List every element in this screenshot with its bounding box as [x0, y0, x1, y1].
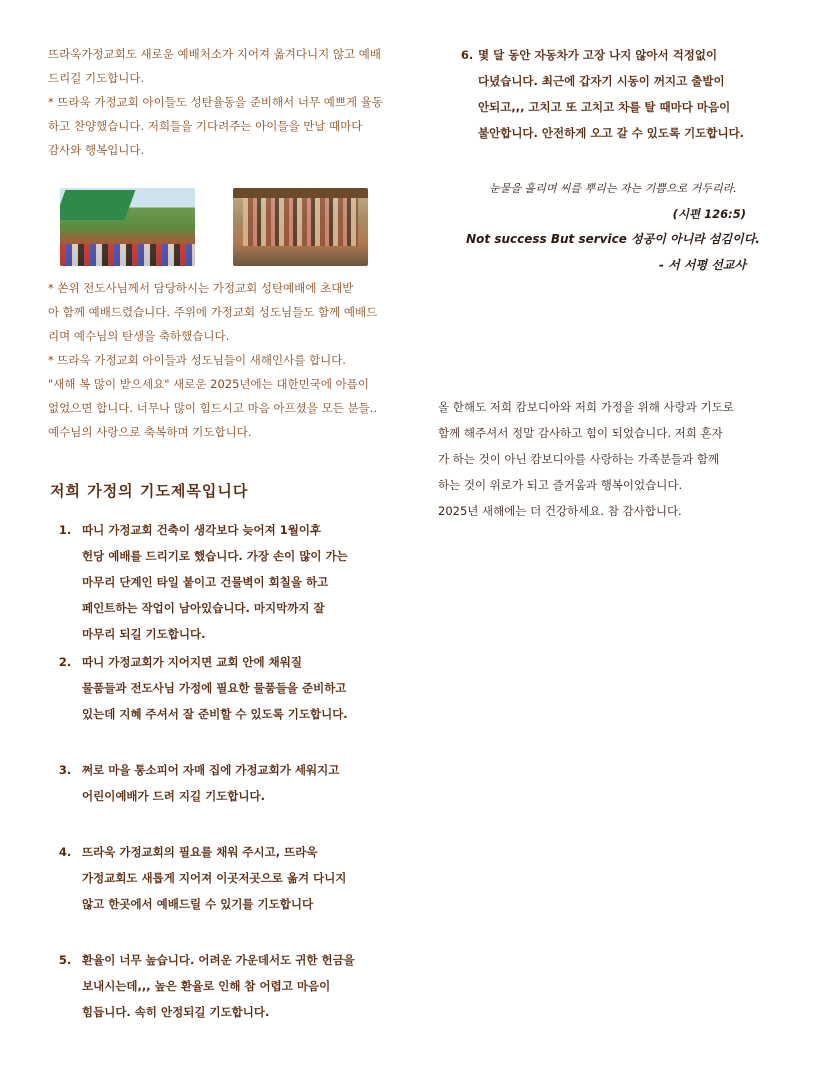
prayer-line: 않고 한곳에서 예배드릴 수 있기를 기도합니다	[82, 897, 314, 911]
bible-verse: 눈물을 흘리며 씨를 뿌리는 자는 기쁨으로 거두리라.	[489, 182, 737, 195]
prayer-item	[48, 839, 408, 917]
prayer-line: 뜨라욱 가정교회의 필요를 채워 주시고, 뜨라욱	[82, 845, 318, 859]
prayer-item	[48, 947, 408, 1025]
intro-text	[48, 42, 408, 162]
caption-line: 리며 예수님의 탄생을 축하했습니다.	[48, 329, 230, 343]
prayer-number: 6.	[460, 48, 474, 62]
thanks-line: 함께 해주셔서 정말 감사하고 힘이 되었습니다. 저희 혼자	[438, 426, 723, 440]
signature: - 서 서평 선교사	[658, 258, 746, 272]
prayer-line: 따니 가정교회 건축이 생각보다 늦어져 1월이후	[82, 523, 322, 537]
prayer-line: 몇 달 동안 자동차가 고장 나지 않아서 걱정없이	[478, 48, 718, 62]
verse-reference: (시편 126:5)	[672, 207, 746, 221]
intro-line: 하고 찬양했습니다. 저희들을 기다려주는 아이들을 만날 때마다	[48, 119, 363, 133]
prayer-item	[48, 649, 408, 727]
caption-line: 예수님의 사랑으로 축복하며 기도합니다.	[48, 425, 252, 439]
intro-line: * 뜨라욱 가정교회 아이들도 성탄율동을 준비해서 너무 예쁘게 율동	[48, 95, 383, 109]
thanks-line: 2025년 새해에는 더 건강하세요. 참 감사합니다.	[438, 504, 682, 518]
prayer-line: 물품들과 전도사님 가정에 필요한 물품들을 준비하고	[82, 681, 347, 695]
caption-line: "새해 복 많이 받으세요" 새로운 2025년에는 대한민국에 아픔이	[48, 377, 369, 391]
motto: Not success But service 성공이 아니라 섬김이다.	[466, 232, 760, 246]
prayer-line: 마무리 되길 기도합니다.	[82, 627, 206, 641]
right-column	[438, 42, 788, 524]
thanks-line: 하는 것이 위로가 되고 즐거움과 행복이었습니다.	[438, 478, 683, 492]
prayer-line: 안되고,,, 고치고 또 고치고 차를 탈 때마다 마음이	[478, 100, 731, 114]
prayer-number: 4.	[58, 845, 72, 859]
intro-line: 감사와 행복입니다.	[48, 143, 145, 157]
thanks-line: 올 한해도 저희 캄보디아와 저희 가정을 위해 사랑과 기도로	[438, 400, 734, 414]
verse-block	[438, 176, 788, 278]
prayer-list	[48, 517, 408, 1025]
prayer-number: 2.	[58, 655, 72, 669]
caption-line: * 뜨라욱 가정교회 아이들과 성도님들이 새해인사를 합니다.	[48, 353, 346, 367]
prayer-line: 있는데 지혜 주셔서 잘 준비할 수 있도록 기도합니다.	[82, 707, 348, 721]
prayer-line: 따니 가정교회가 지어지면 교회 안에 채워질	[82, 655, 302, 669]
intro-line: 뜨라욱가정교회도 새로운 예배처소가 지어져 옮겨다니지 않고 예배	[48, 47, 381, 61]
thanks-line: 가 하는 것이 아닌 캄보디아를 사랑하는 가족분들과 함께	[438, 452, 720, 466]
prayer-line: 힘듭니다. 속히 안정되길 기도합니다.	[82, 1005, 270, 1019]
prayer-line: 다녔습니다. 최근에 갑자기 시동이 꺼지고 출발이	[478, 74, 725, 88]
prayer-section-title: 저희 가정의 기도제목입니다	[50, 482, 249, 500]
caption-line: 없었으면 합니다. 너무나 많이 힘드시고 마음 아프셨을 모든 분들..	[48, 401, 378, 415]
prayer-item	[456, 42, 788, 146]
prayer-line: 환율이 너무 높습니다. 어려운 가운데서도 귀한 헌금을	[82, 953, 355, 967]
prayer-line: 보내시는데,,, 높은 환율로 인해 참 어렵고 마음이	[82, 979, 331, 993]
prayer-line: 어린이예배가 드려 지길 기도합니다.	[82, 789, 266, 803]
prayer-line: 마무리 단계인 타일 붙이고 건물벽이 회칠을 하고	[82, 575, 329, 589]
prayer-line: 불안합니다. 안전하게 오고 갈 수 있도록 기도합니다.	[478, 126, 745, 140]
prayer-number: 1.	[58, 523, 72, 537]
caption-line: 아 함께 예배드렸습니다. 주위에 가정교회 성도님들도 함께 예배드	[48, 305, 378, 319]
prayer-line: 헌당 예배를 드리기로 했습니다. 가장 손이 많이 가는	[82, 549, 348, 563]
prayer-line: 가정교회도 새롭게 지어져 이곳저곳으로 옮겨 다니지	[82, 871, 347, 885]
intro-line: 드리길 기도합니다.	[48, 71, 145, 85]
prayer-item	[48, 517, 408, 647]
prayer-line: 페인트하는 작업이 남아있습니다. 마지막까지 잘	[82, 601, 325, 615]
prayer-number: 5.	[58, 953, 72, 967]
caption-line: * 쏜위 전도사님께서 담당하시는 가정교회 성탄예배에 초대받	[48, 281, 354, 295]
church-congregation-photo	[233, 188, 368, 266]
prayer-number: 3.	[58, 763, 72, 777]
prayer-item	[48, 757, 408, 809]
photo-caption	[48, 276, 408, 444]
prayer-line: 쩌로 마을 통소피어 자매 집에 가정교회가 세워지고	[82, 763, 340, 777]
left-column	[48, 42, 408, 1025]
photo-row	[60, 188, 408, 268]
outdoor-gathering-photo	[60, 188, 195, 266]
thanks-message	[438, 394, 788, 524]
